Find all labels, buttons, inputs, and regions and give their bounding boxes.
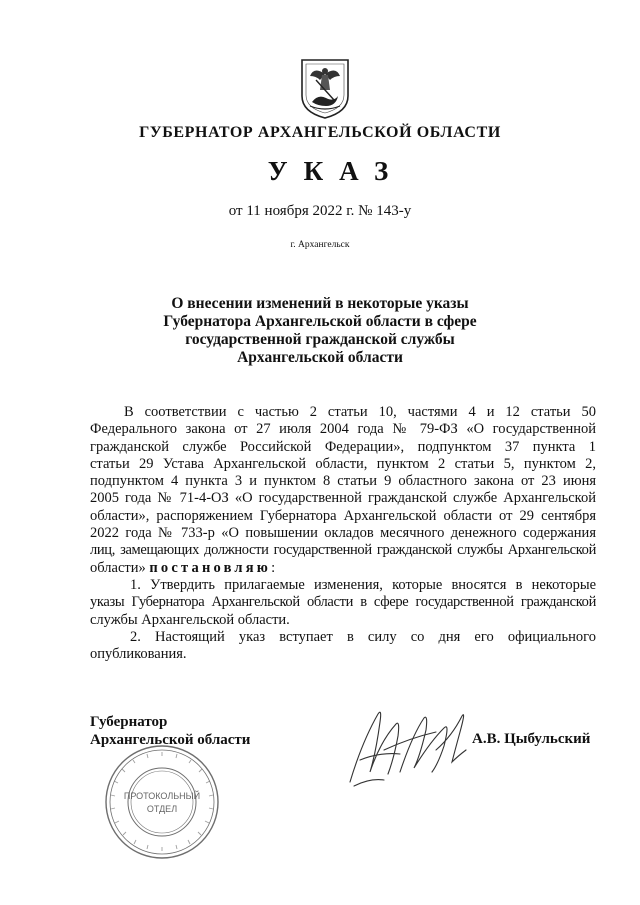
body-line: области», распоряжением Губернатора Архангельской области от 29 сентября bbox=[90, 507, 596, 524]
body-line: Федерального закона от 27 июля 2004 года № 79-ФЗ «О государственной bbox=[90, 421, 596, 438]
document-subject bbox=[0, 295, 640, 367]
subject-line: государственной гражданской службы bbox=[185, 331, 455, 348]
document-place: г. Архангельск bbox=[290, 240, 350, 250]
handwritten-signature-icon bbox=[340, 702, 480, 792]
subject-line: О внесении изменений в некоторые указы bbox=[171, 295, 469, 312]
body-text-span: области» bbox=[90, 559, 150, 576]
body-line: гражданской службе Российской Федерации», подпунктом 37 пункта 1 bbox=[90, 438, 596, 455]
body-line: 2022 года № 733-р «О повышении окладов месячного денежного содержания bbox=[90, 525, 596, 542]
stamp-text-line: ПРОТОКОЛЬНЫЙ bbox=[123, 791, 201, 801]
body-line: 2005 года № 71-4-ОЗ «О государственной гражданской службе Архангельской bbox=[90, 490, 596, 507]
body-line: лиц, замещающих должности государственной гражданской службы Архангельской bbox=[90, 542, 596, 559]
body-line: 2. Настоящий указ вступает в силу со дня его официального bbox=[130, 628, 596, 645]
body-line: указы Губернатора Архангельской области в сфере государственной гражданской bbox=[90, 594, 596, 611]
body-line: 1. Утвердить прилагаемые изменения, которые вносятся в некоторые bbox=[130, 576, 596, 593]
body-text-span: : bbox=[271, 559, 276, 576]
document-type: УКАЗ bbox=[267, 156, 405, 186]
body-line: опубликования. bbox=[90, 646, 187, 663]
body-line: подпунктом 4 пункта 3 и пунктом 8 статьи 9 областного закона от 23 июня bbox=[90, 473, 596, 490]
document-body bbox=[90, 404, 596, 663]
position-line: Губернатор bbox=[90, 714, 168, 730]
stamp-text-line: ОТДЕЛ bbox=[146, 804, 178, 814]
signatory-name: А.В. Цыбульский bbox=[472, 731, 591, 747]
document-date-number: от 11 ноября 2022 г. № 143-у bbox=[228, 203, 412, 219]
coat-of-arms-icon bbox=[298, 56, 352, 120]
body-line: статьи 29 Устава Архангельской области, пунктом 2 статьи 5, пунктом 2, bbox=[90, 455, 596, 472]
position-line: Архангельской области bbox=[90, 732, 251, 748]
authority-title: ГУБЕРНАТОР АРХАНГЕЛЬСКОЙ ОБЛАСТИ bbox=[139, 124, 501, 141]
body-line-decree bbox=[90, 560, 596, 577]
subject-line: Архангельской области bbox=[237, 349, 403, 366]
decree-word: постановляю bbox=[149, 559, 272, 576]
body-line: В соответствии с частью 2 статьи 10, частями 4 и 12 статьи 50 bbox=[124, 404, 596, 420]
round-office-stamp-icon bbox=[102, 742, 222, 862]
body-line: службы Архангельской области. bbox=[90, 611, 290, 628]
subject-line: Губернатора Архангельской области в сфере bbox=[163, 313, 477, 330]
